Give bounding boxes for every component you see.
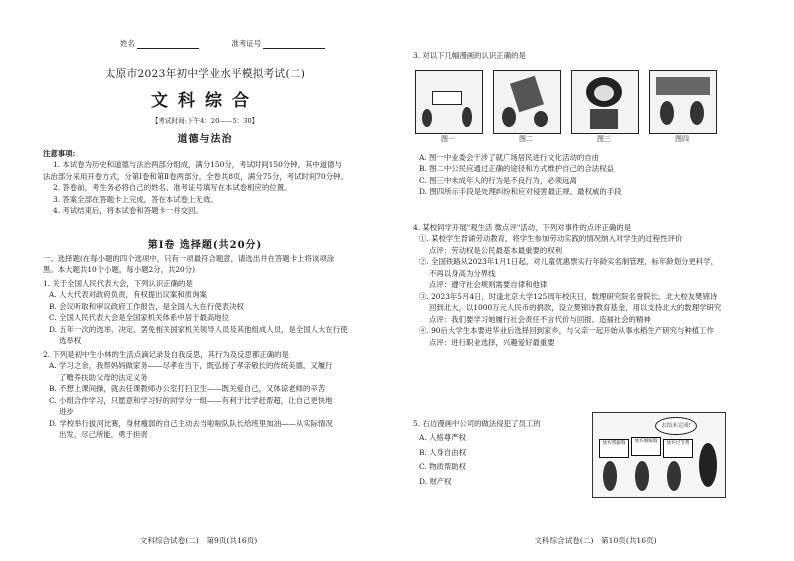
q3-cartoons (415, 70, 715, 150)
section-title: 第Ⅰ卷 选择题(共20分) (147, 240, 263, 251)
q2-option-c-cont: 进步 (59, 407, 74, 417)
q5-placard-2: 放弃婚嫁假 (631, 437, 661, 456)
q3-option-d: D. 图四所示手段是处理纠纷和应对侵害最正规、最权威的手段 (419, 187, 622, 197)
q4-stem: 4. 某校同学开展"观生活 微点评"活动，下列对事件的点评正确的是 (413, 223, 632, 232)
right-page (397, 0, 794, 561)
q5-worker-figure (635, 461, 649, 491)
cartoon-4-image (649, 70, 717, 134)
q2-option-a: A. 学习之余，我帮妈妈做家务——尽孝在当下，既弘扬了孝亲敬长的传统美德，又履行 (49, 361, 333, 371)
q4-item: ①. 某校学生背诵劳动教育，将学生参加劳动实践的情况纳入对学生的过程性评价 (419, 234, 683, 244)
subject-title: 文科综合 (151, 91, 259, 111)
q5-option-b: B. 人身自由权 (419, 447, 467, 457)
cartoon-figure (534, 111, 548, 127)
exam-no-label: 准考证号 (231, 39, 262, 48)
cartoon-2-caption: 图二 (519, 135, 533, 143)
q5-worker-figure (667, 461, 681, 491)
cartoon-body (590, 109, 618, 129)
q4-item: ②. 全国铁路从2023年1月1日起，对儿童优惠票实行年龄实名制管理，标年龄划分更科学， (419, 257, 718, 267)
q5-placard-1: 放弃带薪假 (599, 439, 629, 458)
cartoon-figure (422, 109, 432, 127)
q5-stem: 5. 右边漫画中公司的做法侵犯了员工的 (413, 419, 541, 428)
exam-time: 【考试时间:下午4：20——5：30】 (151, 117, 259, 125)
q1-option-d-cont: 选举权 (59, 336, 82, 346)
q4-item: ④. 90后大学生本要进华业后选择回到家乡，与父亲一起开始从事水稻生产研究与种植工作 (419, 326, 714, 336)
q4 (413, 222, 777, 348)
cartoon-figure (690, 101, 704, 125)
q5-worker-figure (603, 461, 617, 491)
q2-option-d-cont: 出发，尽己所能，勇于担责 (59, 430, 148, 440)
cartoon-3-caption: 图三 (597, 135, 611, 143)
footer-right: 文科综合试卷(二) 第10页(共16页) (534, 536, 657, 546)
note-line: 4. 考试结束后，将本试卷和答题卡一并交回。 (53, 206, 203, 216)
cartoon-face (594, 85, 614, 101)
exam-title: 太原市2023年初中学业水平模拟考试(二) (104, 68, 306, 80)
q4-item-cont: 回到北大，以1000万元人民币的捐款，设立樊锦诗教育基金，用以支持北大的数理学研究 (429, 303, 722, 313)
intro-line: 一、选择题(在每小题的四个选项中，只有一项最符合题意，请选出并在答题卡上将该项涂 (43, 254, 335, 263)
name-label: 姓名 (120, 39, 135, 48)
q4-comment: 点评：劳动权是公民最基本最重要的权利 (429, 245, 563, 255)
footer-left: 文科综合试卷(二) 第9页(共16页) (139, 536, 258, 546)
cartoon-4-caption: 图四 (675, 135, 689, 143)
q4-comment: 点评：遵守社会规则需要自律和他律 (429, 280, 548, 290)
cartoon-board (510, 76, 544, 113)
q4-comment: 点评：我们要学习她履行社会责任不言代价与回报、造福社会的精神 (429, 314, 651, 324)
part-title: 道德与法治 (177, 134, 233, 145)
q3-option-c: C. 图三中未成年人的行为是不良行为，必须远离 (419, 175, 577, 185)
exam-no-field[interactable] (263, 48, 325, 49)
name-field[interactable] (137, 48, 199, 49)
q2-option-b: B. 不想上课间操，就去任课教师办公室打扫卫生——既关爱自己，又体谅老师的辛苦 (49, 384, 326, 394)
cartoon-1-image (415, 70, 483, 134)
q3-stem (413, 50, 783, 61)
q1-option-b: B. 会议听取和审议政府工作报告，是全国人大在行使表决权 (49, 301, 244, 311)
q5-cartoon-image (592, 412, 726, 498)
q1-option-a: A. 人大代表对政府负责，有权提出议案和质询案 (49, 290, 207, 300)
cartoon-figure (462, 107, 472, 127)
q3-stem-text: 3. 对以下几幅漫画的认识正确的是 (413, 51, 526, 60)
q2-option-d: D. 学校举行拔河比赛，身材瘦弱的自己主动去当啦啦队队长给班里加油——从实际情况 (49, 418, 333, 428)
notes (43, 148, 383, 217)
q1-stem: 1. 关于全国人民代表大会，下列认识正确的是 (43, 278, 193, 288)
q2-option-a-cont: 了赡养扶助父母的法定义务 (59, 372, 148, 382)
q4-item-cont: 不再以身高为分界线 (429, 268, 496, 278)
cartoon-figure (502, 107, 516, 127)
q4-comment: 点评：进行职业选择，兴趣爱好最重要 (429, 337, 555, 347)
questions-left (43, 253, 383, 441)
q5-option-d: D. 财产权 (419, 476, 452, 486)
q4-item: ③. 2023年5月4日，时逢北京大学125周年校庆日，数理研究院名誉院长、北大校友樊锦诗 (419, 291, 718, 301)
note-line: 法治部分采用开卷方式，分第Ⅰ卷和第Ⅱ卷两部分，全卷共8页，满分75分，考试时间70分钟。 (43, 171, 348, 181)
q2-stem: 2. 下列是初中生小林的生活点滴记录及自我反思，其行为及反思都正确的是 (43, 349, 289, 359)
q5-option-a: A. 人格尊严权 (419, 433, 466, 443)
note-line: 3. 答案全部在答题卡上完成，答在本试卷上无效。 (53, 194, 218, 204)
q1-option-d: D. 五年一次的选举、决定、罢免相关国家机关领导人员及其他组成人员，是全国人大在行使 (49, 324, 348, 334)
q5-boss-figure (699, 443, 717, 487)
q5-speech-bubble: 去结未完成! (655, 417, 697, 435)
q3-options (413, 152, 783, 198)
cartoon-3-image (571, 70, 639, 134)
q5 (413, 418, 593, 487)
q5-option-c: C. 物质帮助权 (419, 462, 467, 472)
q5-placard-3: 放弃过节费 (663, 439, 693, 458)
intro-line: 黑。本大题共10个小题，每小题2分，共20分) (43, 265, 196, 275)
cartoon-bench (656, 77, 710, 95)
q1-option-c: C. 全国人民代表大会是全国家机关体系中居于最高地位 (49, 313, 230, 323)
q3-option-b: B. 图二中公民应通过正确的途径和方式维护自己的合法权益 (419, 164, 614, 174)
cartoon-2-image (493, 70, 561, 134)
notes-title: 注意事项: (43, 149, 76, 158)
cartoon-figure (660, 101, 674, 125)
q3-option-a: A. 图一中业委会干涉了就广场居民进行文化活动的自由 (419, 153, 600, 162)
note-line: 2. 答卷前，考生务必将自己的姓名、准考证号填写在本试卷相应的位置。 (53, 183, 292, 193)
note-line: 1. 本试卷为历史和道德与法治两部分组成，满分150分，考试时间150分钟。其中道德与 (53, 160, 342, 170)
q2-option-c: C. 小组合作学习，只愿意和学习好的同学分一组——有利于比学赶帮超，让自己更快地 (49, 395, 333, 405)
cartoon-1-caption: 图一 (441, 135, 455, 143)
cartoon-sign (432, 91, 462, 105)
header-fields (120, 38, 380, 49)
